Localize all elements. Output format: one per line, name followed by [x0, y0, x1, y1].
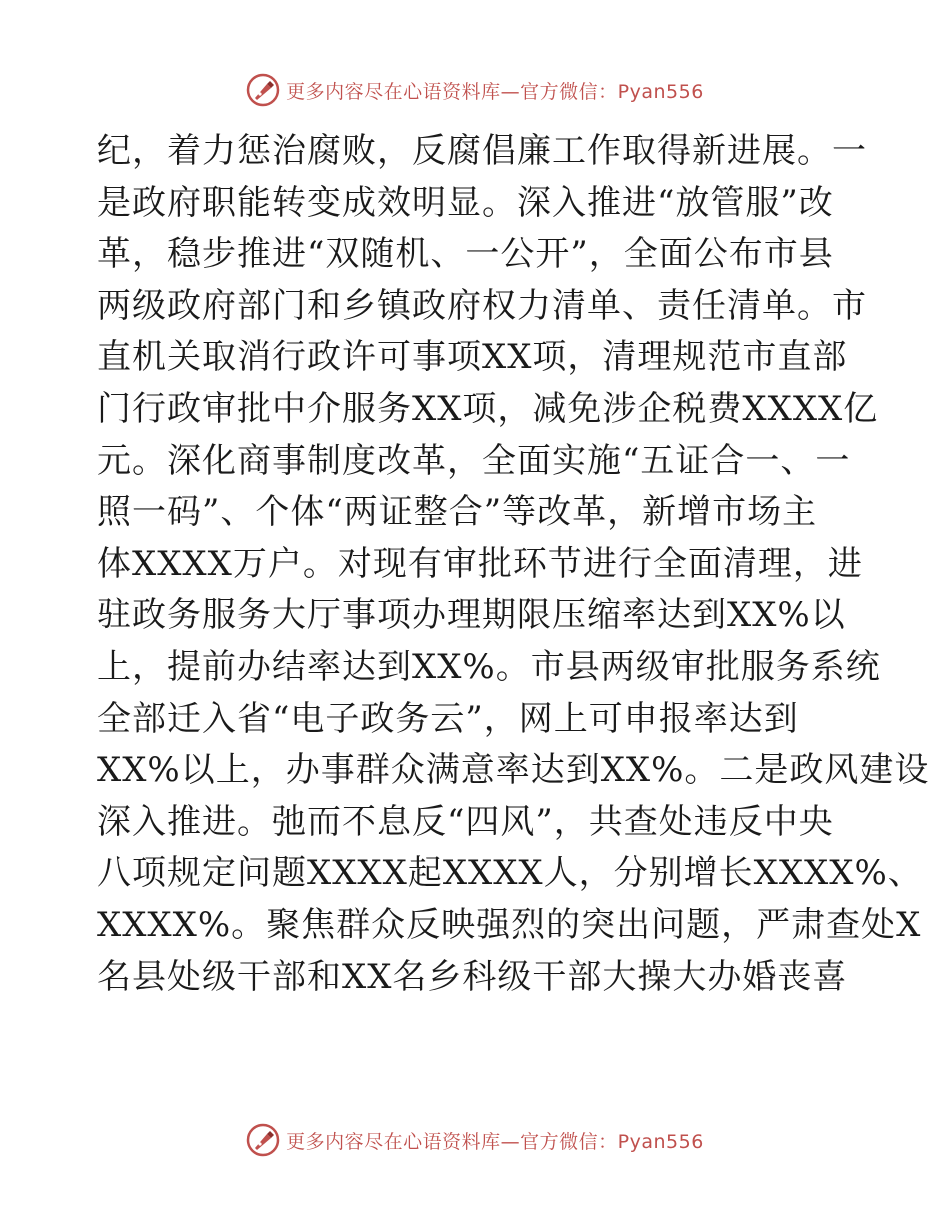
footer-banner-text: 更多内容尽在心语资料库—官方微信：Pyan556 [286, 1130, 704, 1153]
body-line: XXXX%。聚焦群众反映强烈的突出问题，严肃查处X [97, 904, 922, 945]
footer-banner [0, 1120, 950, 1160]
body-line: 八项规定问题XXXX起XXXX人，分别增长XXXX%、 [97, 853, 923, 894]
body-line: 体XXXX万户。对现有审批环节进行全面清理，进 [97, 543, 863, 584]
pen-nib-logo-icon [246, 1123, 280, 1157]
body-line: 照一码”、个体“两证整合”等改革，新增市场主 [97, 492, 818, 533]
header-banner [0, 70, 950, 110]
body-line: 两级政府部门和乡镇政府权力清单、责任清单。市 [97, 285, 867, 326]
document-body [97, 126, 930, 1003]
body-line: 上，提前办结率达到XX%。市县两级审批服务系统 [97, 646, 881, 687]
body-line: 全部迁入省“电子政务云”，网上可申报率达到 [97, 698, 799, 739]
body-line: 名县处级干部和XX名乡科级干部大操大办婚丧喜 [97, 956, 848, 997]
body-line: 革，稳步推进“双随机、一公开”，全面公布市县 [97, 234, 834, 275]
body-line: 元。深化商事制度改革，全面实施“五证合一、一 [97, 440, 851, 481]
body-line: 纪，着力惩治腐败，反腐倡廉工作取得新进展。一 [97, 131, 867, 171]
body-line: 驻政务服务大厅事项办理期限压缩率达到XX%以 [97, 595, 846, 636]
body-line: XX%以上，办事群众满意率达到XX%。二是政风建设 [97, 750, 930, 791]
body-line: 直机关取消行政许可事项XX项，清理规范市直部 [97, 337, 848, 378]
body-line: 门行政审批中介服务XX项，减免涉企税费XXXX亿 [97, 388, 879, 429]
body-line: 是政府职能转变成效明显。深入推进“放管服”改 [97, 182, 834, 223]
header-banner-text: 更多内容尽在心语资料库—官方微信：Pyan556 [286, 80, 704, 103]
pen-nib-logo-icon [246, 73, 280, 107]
body-line: 深入推进。弛而不息反“四风”，共查处违反中央 [97, 801, 834, 842]
